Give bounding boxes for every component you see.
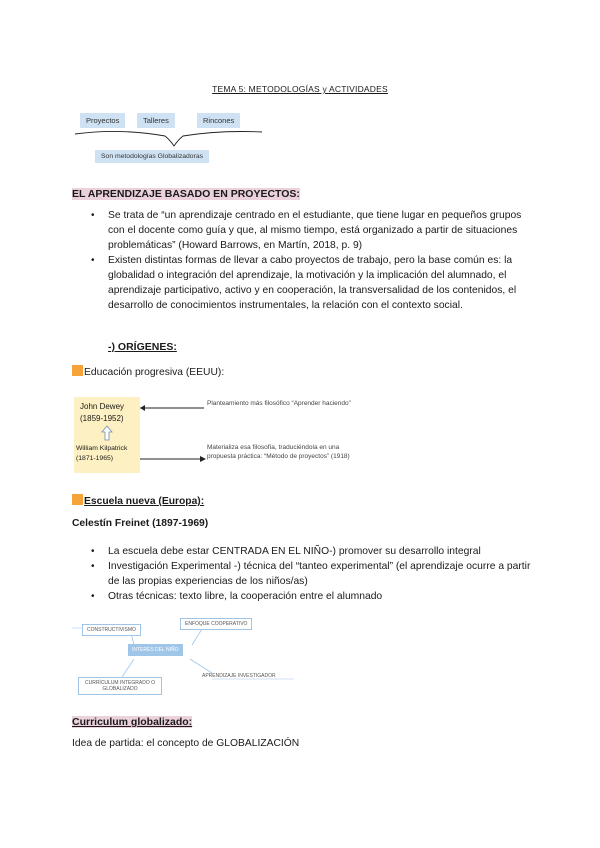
node-aprendizaje-investigador: APRENDIZAJE INVESTIGADOR (202, 673, 276, 679)
list-item: • Otras técnicas: texto libre, la cooperación entre el alumnado (73, 589, 535, 604)
orange-marker-icon (72, 365, 83, 376)
chip-proyectos: Proyectos (80, 113, 125, 128)
curly-brace-connector (70, 126, 270, 150)
up-arrow-icon (100, 425, 114, 441)
origins-heading: -) ORÍGENES: (108, 341, 177, 353)
list-item: • Se trata de “un aprendizaje centrado en el estudiante, que tiene lugar en pequeños grupos con el docente como guía y que, al mismo tiempo, está organizado a partir de situaciones problemáticas” (Howard Barrows, en Martín, 2018, p. 9) (73, 208, 535, 253)
curriculum-heading: Curriculum globalizado: (72, 716, 193, 728)
chip-talleres: Talleres (137, 113, 175, 128)
freinet-bullet-list (73, 544, 535, 604)
progressive-education-line (72, 365, 224, 378)
methods-caption: Son metodologías Globalizadoras (95, 150, 209, 163)
section-heading-abp: EL APRENDIZAJE BASADO EN PROYECTOS: (72, 188, 300, 200)
abp-bullet-list (73, 208, 535, 313)
list-item: • La escuela debe estar CENTRADA EN EL NIÑO-) promover su desarrollo integral (73, 544, 535, 559)
list-item: • Existen distintas formas de llevar a cabo proyectos de trabajo, pero la base común es: la globalidad o integración del aprendizaje, la motivación y la implicación del alumnado, el aprendizaje participativo, activo y en cooperación, la transversalidad de los contenidos, el desarrollo de conocimientos instrumentales, la relación con el contexto social. (73, 253, 535, 313)
dewey-label: John Dewey (1859-1952) (80, 402, 125, 423)
kilpatrick-note: Materializa esa filosofía, traduciéndola en una propuesta práctica: “Método de proyectos” (1918) (207, 444, 350, 460)
kilpatrick-label: William Kilpatrick (1871-1965) (76, 445, 128, 462)
node-constructivismo: CONSTRUCTIVISMO (82, 624, 141, 636)
chip-rincones: Rincones (197, 113, 240, 128)
node-center-interes: INTERÉS DEL NIÑO (128, 644, 183, 656)
connector-arrows (138, 400, 208, 470)
curriculum-text: Idea de partida: el concepto de GLOBALIZACIÓN (72, 738, 300, 749)
list-item: • Investigación Experimental -) técnica del “tanteo experimental” (el aprendizaje ocurre a partir de las propias experiencias de los niños/as) (73, 559, 535, 589)
orange-marker-icon (72, 494, 83, 505)
new-school-line (72, 494, 204, 507)
node-curriculum-integrado: CURRÍCULUM INTEGRADO O GLOBALIZADO (78, 677, 162, 695)
progressive-label: Educación progresiva (EEUU): (84, 367, 225, 378)
page-title: TEMA 5: METODOLOGÍAS y ACTIVIDADES (212, 84, 388, 94)
new-school-label: Escuela nueva (Europa): (84, 496, 205, 507)
dewey-note: Planteamiento más filosófico “Aprender haciendo” (207, 400, 351, 407)
freinet-heading: Celestín Freinet (1897-1969) (72, 518, 209, 529)
node-enfoque-cooperativo: ENFOQUE COOPERATIVO (180, 618, 252, 630)
